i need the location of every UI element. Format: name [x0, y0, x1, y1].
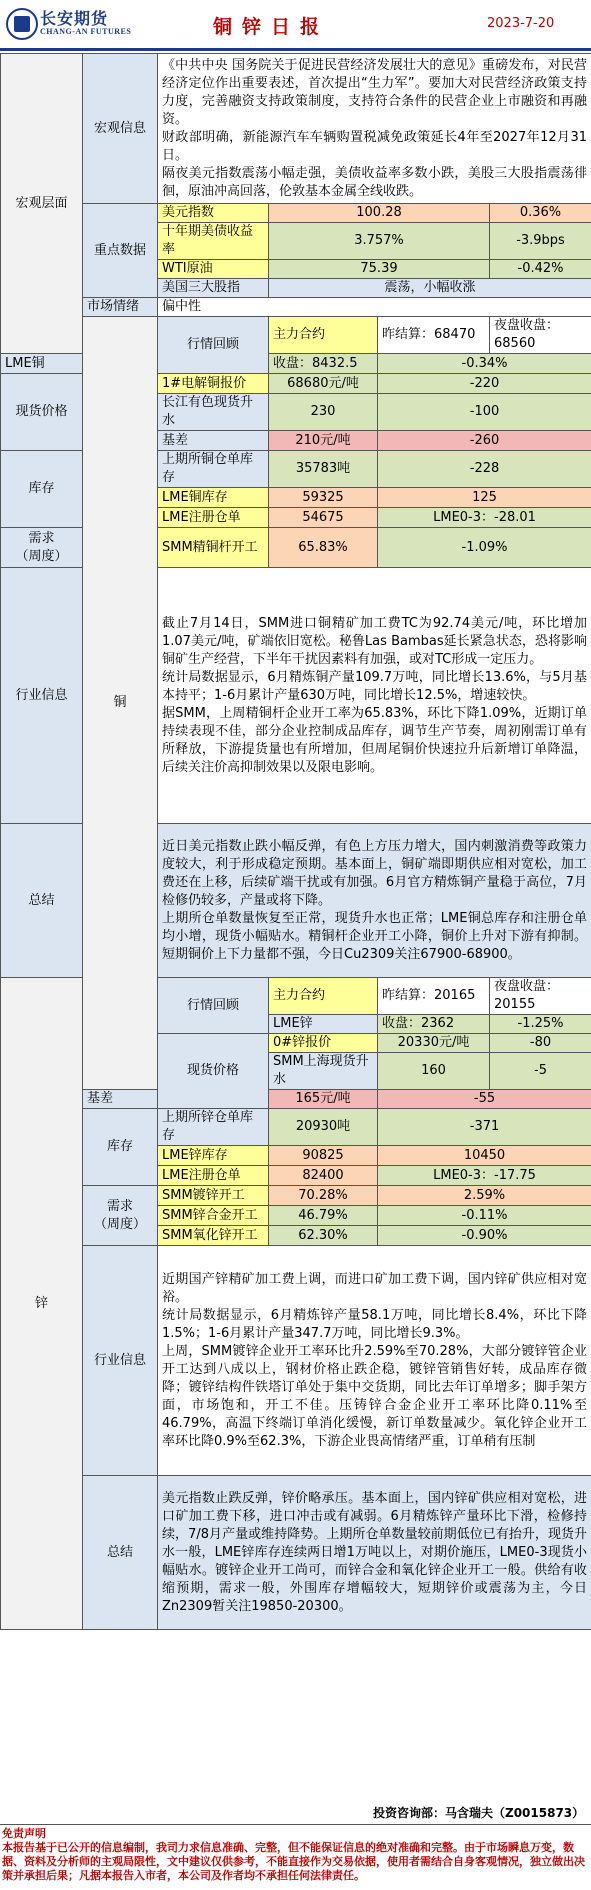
zinc-spot-a: 20330元/吨 — [378, 1034, 490, 1053]
zinc-spot-b: -55 — [378, 1090, 591, 1109]
contact-line — [0, 1802, 591, 1822]
copper-review-b: 夜盘收盘：68560 — [490, 317, 591, 354]
copper-demand-a: 65.83% — [269, 528, 378, 568]
zinc-demand-b: -0.90% — [378, 1226, 591, 1246]
disclaimer-title: 免责声明 — [2, 1827, 46, 1840]
logo-english-name: CHANG-AN FUTURES — [40, 27, 132, 36]
company-logo-icon — [6, 8, 38, 40]
zinc-review-b: -1.25% — [490, 1015, 591, 1034]
copper-demand-label — [1, 528, 83, 568]
key-data-name: WTI原油 — [158, 260, 269, 279]
zinc-demand-label — [83, 1186, 158, 1246]
zinc-review-b: 夜盘收盘：20155 — [490, 978, 591, 1015]
copper-stock-name: LME注册仓单 — [158, 508, 269, 528]
sentiment-value: 偏中性 — [158, 298, 591, 317]
copper-demand-name: SMM精铜杆开工 — [158, 528, 269, 568]
copper-stock-name: 上期所铜仓单库存 — [158, 451, 269, 488]
key-data-value: 3.757% — [269, 223, 490, 260]
copper-spot-b: -100 — [378, 394, 591, 431]
key-data-name: 美元指数 — [158, 204, 269, 223]
copper-spot-b: -220 — [378, 374, 591, 394]
key-data-value: 75.39 — [269, 260, 490, 279]
report-date: 2023-7-20 — [487, 16, 555, 31]
contact-text: 投资咨询部：马含瑞夫（Z0015873） — [373, 1806, 585, 1820]
section-macro: 宏观层面 — [1, 54, 83, 354]
copper-stock-a: 59325 — [269, 488, 378, 508]
copper-review-a: 昨结算：68470 — [378, 317, 490, 354]
header-divider — [0, 48, 591, 51]
zinc-demand-a: 70.28% — [269, 1186, 378, 1206]
macro-info-label: 宏观信息 — [83, 54, 158, 204]
copper-stock-b: LME0-3：-28.01 — [378, 508, 591, 528]
copper-industry-text — [158, 568, 591, 824]
key-data-value: 100.28 — [269, 204, 490, 223]
zinc-summary-label: 总结 — [83, 1476, 158, 1630]
copper-spot-name: 长江有色现货升水 — [158, 394, 269, 431]
copper-stock-a: 54675 — [269, 508, 378, 528]
zinc-spot-label: 现货价格 — [158, 1034, 269, 1109]
zinc-stock-b: LME0-3：-17.75 — [378, 1166, 591, 1186]
zinc-demand-label-line: 需求 — [106, 1198, 133, 1214]
copper-review-name: 主力合约 — [269, 317, 378, 354]
disclaimer — [0, 1824, 591, 1890]
disclaimer-text: 本报告基于已公开的信息编制，我司力求信息准确、完整，但不能保证信息的绝对准确和完整。由于市场瞬息万变，数据、资料及分析师的主观局限性，文中建议仅供参考，不能直接作为交易依据，使用者需结合自身客观情况，独立做出决策并承担后果；凡据本报告入市者，本公司及作者均不承担任何法律责任。 — [2, 1841, 585, 1882]
logo-chinese-name: 长安期货 — [40, 9, 109, 28]
zinc-review-name: 主力合约 — [269, 978, 378, 1015]
zinc-spot-b: -80 — [490, 1034, 591, 1053]
zinc-industry-paragraph: 统计局数据显示，6月精炼锌产量58.1万吨，同比增长8.4%，环比下降1.5%；1-6月累计产量347.7万吨，同比增长9.3%。 — [162, 1307, 588, 1341]
zinc-stock-b: -371 — [378, 1109, 591, 1146]
macro-info-paragraph: 《中共中央 国务院关于促进民营经济发展壮大的意见》重磅发布，对民营经济定位作出重要表述，首次提出“生力军”。要加大对民营经济政策支持力度，完善融资支持政策制度，支持符合条件的民营企业上市融资和再融资。 — [162, 57, 588, 127]
copper-spot-a: 230 — [269, 394, 378, 431]
zinc-spot-name: 基差 — [83, 1090, 158, 1109]
copper-demand-label-line: （周度） — [15, 548, 68, 564]
copper-spot-name: 1#电解铜报价 — [158, 374, 269, 394]
copper-summary-paragraph: 上期所仓单数量恢复至正常，现货升水也正常；LME铜总库存和注册仓单均小增，现货小幅贴水。精铜杆企业开工小降，铜价上升对下游有抑制。短期铜价上下力量都不强，今日Cu2309关注67900-68900。 — [162, 910, 588, 962]
zinc-demand-name: SMM镀锌开工 — [158, 1186, 269, 1206]
copper-spot-label: 现货价格 — [1, 374, 83, 451]
zinc-stock-name: LME锌库存 — [158, 1146, 269, 1166]
key-data-label: 重点数据 — [83, 204, 158, 298]
copper-demand-label-line: 需求 — [28, 530, 55, 546]
zinc-demand-a: 46.79% — [269, 1206, 378, 1226]
report-header — [0, 0, 591, 52]
zinc-spot-b: -5 — [490, 1053, 591, 1090]
copper-stock-name: LME铜库存 — [158, 488, 269, 508]
zinc-stock-name: 上期所锌仓单库存 — [158, 1109, 269, 1146]
zinc-industry-paragraph: 上周，SMM镀锌企业开工率环比升2.59%至70.28%，大部分镀锌管企业开工达到八成以上，钢材价格止跌企稳，镀锌管销售好转，成品库存微降；镀锌结构件铁塔订单处于集中交货期，同比去年订单增多；脚手架方面，市场饱和，开工不佳。压铸锌合金企业开工率环比降0.11%至46.79%，高温下终端订单消化缓慢，新订单数量减少。氧化锌企业开工率环比降0.9%至62.3%，下游企业畏高情绪严重，订单稍有压制 — [162, 1343, 588, 1449]
zinc-review-a: 收盘：2362 — [378, 1015, 490, 1034]
copper-industry-paragraph: 统计局数据显示，6月精炼铜产量109.7万吨，同比增长13.6%，与5月基本持平；1-6月累计产量630万吨，同比增长12.5%，增速较快。 — [162, 669, 588, 703]
copper-review-name: LME铜 — [1, 354, 83, 374]
key-data-merged-value: 震荡，小幅收涨 — [269, 279, 591, 298]
copper-stock-a: 35783吨 — [269, 451, 378, 488]
copper-spot-name: 基差 — [158, 431, 269, 451]
zinc-spot-a: 160 — [378, 1053, 490, 1090]
sentiment-label: 市场情绪 — [83, 298, 158, 317]
key-data-change: 0.36% — [490, 204, 591, 223]
copper-industry-label: 行业信息 — [1, 568, 83, 824]
copper-industry-paragraph: 据SMM，上周精铜杆企业开工率为65.83%，环比下降1.09%，近期订单持续表现不佳，部分企业控制成品库存，调节生产节奏，周初刚需订单有所释放，下游提货量也有所增加，但周尾铜价快速拉升后新增订单降温，后续关注价高抑制效果以及限电影响。 — [162, 705, 588, 775]
copper-review-a: 收盘：8432.5 — [269, 354, 378, 374]
copper-stock-b: -228 — [378, 451, 591, 488]
report-table — [0, 53, 591, 1630]
zinc-stock-label: 库存 — [83, 1109, 158, 1186]
zinc-stock-name: LME注册仓单 — [158, 1166, 269, 1186]
zinc-review-a: 昨结算：20165 — [378, 978, 490, 1015]
zinc-spot-name: 0#锌报价 — [269, 1034, 378, 1053]
key-data-change: -0.42% — [490, 260, 591, 279]
macro-info-paragraph: 财政部明确，新能源汽车车辆购置税减免政策延长4年至2027年12月31日。 — [162, 129, 588, 163]
copper-review-label: 行情回顾 — [158, 317, 269, 374]
zinc-stock-b: 10450 — [378, 1146, 591, 1166]
copper-demand-b: -1.09% — [378, 528, 591, 568]
zinc-demand-name: SMM氧化锌开工 — [158, 1226, 269, 1246]
copper-review-b: -0.34% — [378, 354, 591, 374]
macro-info-text — [158, 54, 591, 204]
zinc-demand-label-line: （周度） — [93, 1216, 146, 1232]
key-data-name: 美国三大股指 — [158, 279, 269, 298]
zinc-demand-a: 62.30% — [269, 1226, 378, 1246]
zinc-summary-text — [158, 1476, 591, 1630]
copper-stock-b: 125 — [378, 488, 591, 508]
copper-spot-b: -260 — [378, 431, 591, 451]
key-data-change: -3.9bps — [490, 223, 591, 260]
section-zinc: 锌 — [1, 978, 83, 1630]
zinc-spot-a: 165元/吨 — [269, 1090, 378, 1109]
copper-spot-a: 68680元/吨 — [269, 374, 378, 394]
macro-info-paragraph: 隔夜美元指数震荡小幅走强，美债收益率多数小跌，美股三大股指震荡徘徊，原油冲高回落，伦敦基本金属全线收跌。 — [162, 165, 588, 199]
zinc-review-name: LME锌 — [269, 1015, 378, 1034]
zinc-summary-paragraph: 美元指数止跌反弹，锌价略承压。基本面上，国内锌矿供应相对宽松，进口矿加工费下移，进口冲击或有减弱。6月精炼锌产量环比下滑，检修持续，7/8月产量或维持降势。上期所仓单数量较前期低位已有抬升，现货升水一般，LME锌库存连续两日增1万吨以上，对期价施压，LME0-3现货小幅贴水。镀锌企业开工尚可，而锌合金和氧化锌企业开工一般。供给有收缩预期，需求一般，外围库存增幅较大，短期锌价或震荡为主，今日Zn2309暂关注19850-20300。 — [162, 1490, 588, 1614]
copper-summary-text — [158, 824, 591, 978]
copper-summary-paragraph: 近日美元指数止跌小幅反弹，有色上方压力增大，国内刺激消费等政策力度较大，利于形成稳定预期。基本面上，铜矿端即期供应相对宽松，加工费还在上移，后续矿端干扰或有加强。6月官方精炼铜产量稳于高位，7月检修仍较多，产量或将下降。 — [162, 838, 588, 908]
zinc-demand-b: 2.59% — [378, 1186, 591, 1206]
zinc-stock-a: 20930吨 — [269, 1109, 378, 1146]
copper-summary-label: 总结 — [1, 824, 83, 978]
zinc-demand-name: SMM锌合金开工 — [158, 1206, 269, 1226]
zinc-stock-a: 90825 — [269, 1146, 378, 1166]
copper-industry-paragraph: 截止7月14日，SMM进口铜精矿加工费TC为92.74美元/吨，环比增加1.07美元/吨，矿端依旧宽松。秘鲁Las Bambas延长紧急状态，恐将影响铜矿生产经营，下半年干扰因素料有加强，或对TC形成一定压力。 — [162, 615, 588, 667]
zinc-industry-label: 行业信息 — [83, 1246, 158, 1476]
report-title: 铜锌日报 — [213, 16, 330, 38]
section-copper: 铜 — [83, 317, 158, 1090]
zinc-industry-paragraph: 近期国产锌精矿加工费上调，而进口矿加工费下调，国内锌矿供应相对宽裕。 — [162, 1271, 588, 1305]
zinc-spot-name: SMM上海现货升水 — [269, 1053, 378, 1090]
key-data-name: 十年期美债收益率 — [158, 223, 269, 260]
zinc-review-label: 行情回顾 — [158, 978, 269, 1034]
zinc-stock-a: 82400 — [269, 1166, 378, 1186]
copper-stock-label: 库存 — [1, 451, 83, 528]
copper-spot-a: 210元/吨 — [269, 431, 378, 451]
zinc-industry-text — [158, 1246, 591, 1476]
zinc-demand-b: -0.11% — [378, 1206, 591, 1226]
